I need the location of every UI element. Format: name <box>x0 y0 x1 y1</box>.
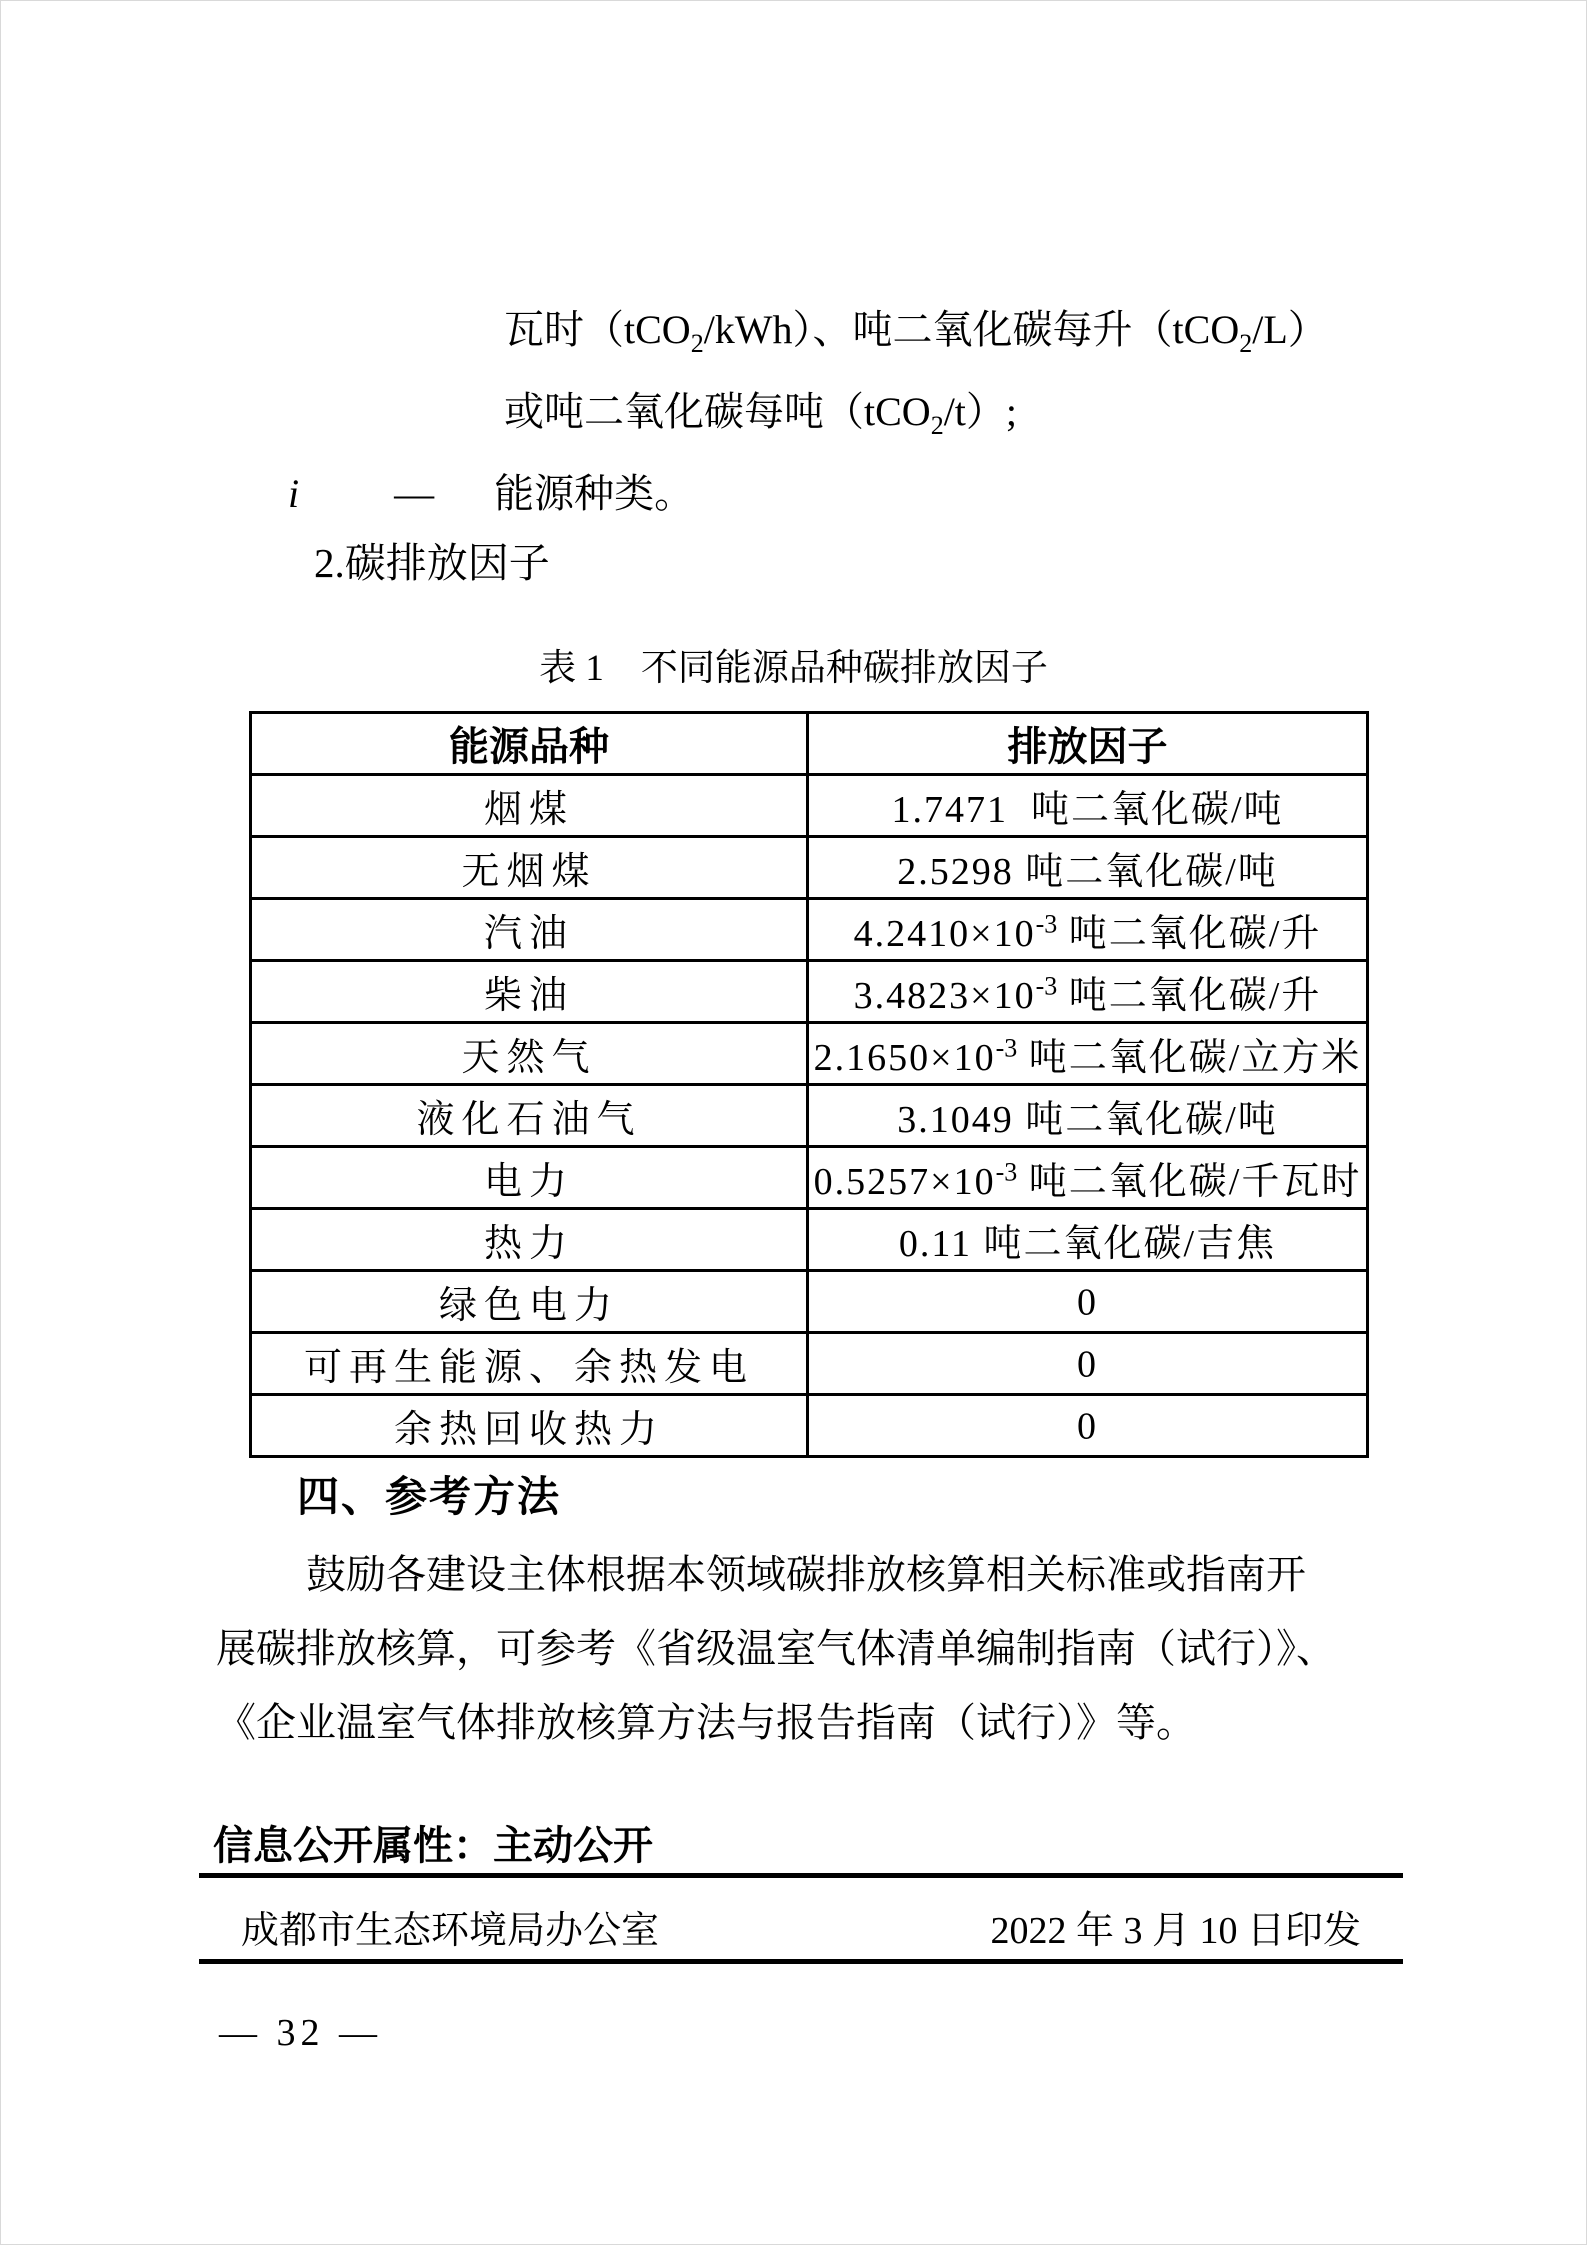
table-header-row <box>251 713 1368 775</box>
energy-type-cell: 汽油 <box>251 899 808 961</box>
factor-value: 4.2410×10 <box>853 913 1036 955</box>
table-row <box>251 1333 1368 1395</box>
disclosure-attribute-label: 信息公开属性： <box>213 1824 493 1868</box>
table-row <box>251 837 1368 899</box>
emission-factor-cell <box>808 961 1368 1023</box>
energy-type-cell: 柴油 <box>251 961 808 1023</box>
variable-meaning: 能源种类。 <box>494 471 695 516</box>
emission-factor-cell <box>808 1271 1368 1333</box>
factor-value: 2.5298 吨二氧化碳/吨 <box>897 851 1278 893</box>
unit-text: /L） <box>1252 307 1328 352</box>
energy-type-cell: 天然气 <box>251 1023 808 1085</box>
factor-exponent: -3 <box>995 1033 1018 1063</box>
emission-factor-cell <box>808 1395 1368 1457</box>
energy-type-cell: 烟煤 <box>251 775 808 837</box>
section2-heading: 2.碳排放因子 <box>314 540 550 586</box>
energy-type-cell: 可再生能源、余热发电 <box>251 1333 808 1395</box>
paragraph-line: 展碳排放核算，可参考《省级温室气体清单编制指南（试行）》、 <box>216 1626 1336 1671</box>
emission-factor-cell <box>808 899 1368 961</box>
unit-text: 或吨二氧化碳每吨（tCO <box>504 389 931 434</box>
emission-factor-cell <box>808 1333 1368 1395</box>
table-row <box>251 1023 1368 1085</box>
factor-value: 0 <box>1077 1281 1098 1324</box>
co2-subscript: 2 <box>1239 329 1253 358</box>
variable-definition-line <box>216 453 1426 535</box>
co2-subscript: 2 <box>690 329 704 358</box>
factor-value: 0.5257×10 <box>813 1161 996 1203</box>
factor-unit: 吨二氧化碳/升 <box>1057 913 1322 955</box>
definition-dash: — <box>394 471 435 516</box>
emission-factor-cell <box>808 1085 1368 1147</box>
energy-type-cell: 液化石油气 <box>251 1085 808 1147</box>
factor-value: 0 <box>1077 1405 1098 1448</box>
unit-text: 瓦时（tCO <box>504 307 691 352</box>
unit-definition-line-1 <box>216 289 1426 371</box>
page-number: — 32 — <box>219 2012 382 2054</box>
table-row <box>251 961 1368 1023</box>
unit-definition-line-2 <box>216 371 1426 453</box>
table-row <box>251 1147 1368 1209</box>
emission-factor-cell <box>808 1209 1368 1271</box>
emission-factor-cell <box>808 1023 1368 1085</box>
table-row <box>251 1395 1368 1457</box>
section4-paragraph <box>216 1538 1416 1760</box>
table-row <box>251 775 1368 837</box>
paragraph-line: 《企业温室气体排放核算方法与报告指南（试行）》等。 <box>216 1700 1196 1745</box>
factor-value: 3.4823×10 <box>853 975 1036 1017</box>
factor-value: 3.1049 吨二氧化碳/吨 <box>897 1099 1278 1141</box>
factor-value: 2.1650×10 <box>813 1037 996 1079</box>
table-caption: 表 1 不同能源品种碳排放因子 <box>539 648 1048 689</box>
issue-date: 2022 年 3 月 10 日印发 <box>990 1910 1361 1952</box>
factor-value: 1.7471 吨二氧化碳/吨 <box>891 789 1284 831</box>
emission-factor-header: 排放因子 <box>808 713 1368 775</box>
footer-divider-top <box>199 1873 1403 1878</box>
factor-unit: 吨二氧化碳/升 <box>1057 975 1322 1017</box>
energy-type-cell: 热力 <box>251 1209 808 1271</box>
energy-type-header: 能源品种 <box>251 713 808 775</box>
table-row <box>251 1209 1368 1271</box>
table-row <box>251 1271 1368 1333</box>
issuer-row <box>241 1906 1361 1956</box>
emission-factor-cell <box>808 1147 1368 1209</box>
unit-text: /t）; <box>943 389 1018 434</box>
energy-type-cell: 余热回收热力 <box>251 1395 808 1457</box>
factor-unit: 吨二氧化碳/立方米 <box>1017 1037 1362 1079</box>
factor-value: 0.11 吨二氧化碳/吉焦 <box>898 1223 1277 1265</box>
variable-symbol: i <box>288 471 300 516</box>
energy-type-cell: 无烟煤 <box>251 837 808 899</box>
emission-factor-cell <box>808 837 1368 899</box>
factor-unit: 吨二氧化碳/千瓦时 <box>1017 1161 1362 1203</box>
factor-exponent: -3 <box>995 1157 1018 1187</box>
energy-type-cell: 绿色电力 <box>251 1271 808 1333</box>
co2-subscript: 2 <box>930 411 944 440</box>
factor-exponent: -3 <box>1035 971 1058 1001</box>
factor-value: 0 <box>1077 1343 1098 1386</box>
energy-type-cell: 电力 <box>251 1147 808 1209</box>
factor-exponent: -3 <box>1035 909 1058 939</box>
emission-factor-table <box>249 711 1369 1458</box>
footer-divider-bottom <box>199 1959 1403 1964</box>
table-row <box>251 899 1368 961</box>
emission-factor-cell <box>808 775 1368 837</box>
table-row <box>251 1085 1368 1147</box>
unit-text: /kWh）、吨二氧化碳每升（tCO <box>703 307 1240 352</box>
unit-definition-block <box>216 289 1426 535</box>
disclosure-attribute-value: 主动公开 <box>493 1823 653 1868</box>
section4-heading: 四、参考方法 <box>297 1473 562 1520</box>
paragraph-line: 鼓励各建设主体根据本领域碳排放核算相关标准或指南开 <box>306 1552 1306 1597</box>
disclosure-attribute-line <box>213 1821 653 1871</box>
issuing-office: 成都市生态环境局办公室 <box>241 1910 660 1952</box>
